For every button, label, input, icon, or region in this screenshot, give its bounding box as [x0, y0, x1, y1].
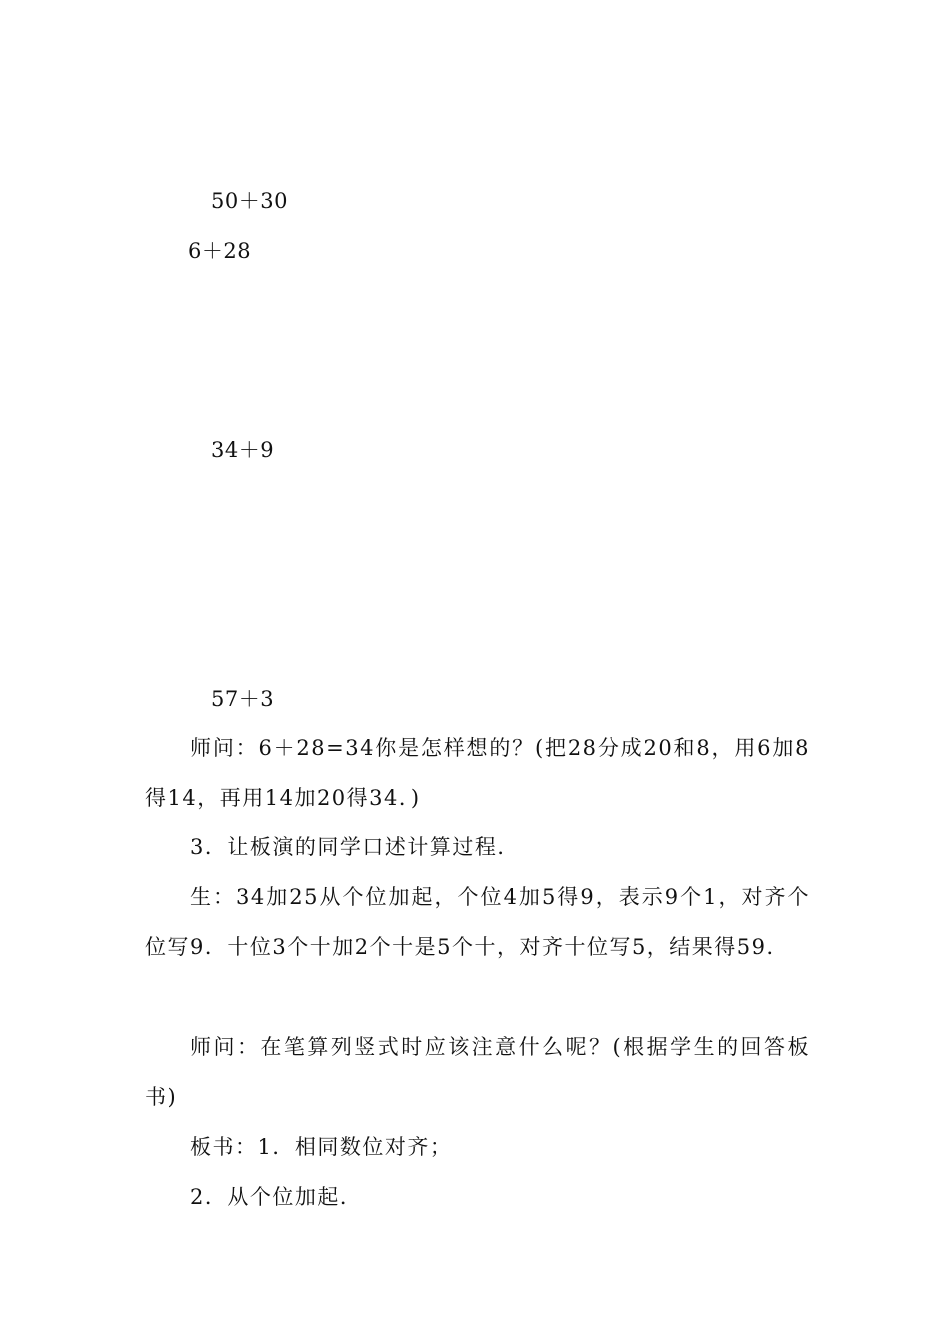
expression-50-plus-30: 50＋30 [211, 189, 288, 213]
expression-34-plus-9: 34＋9 [211, 438, 275, 462]
paragraph-student-answer: 生：34加25从个位加起，个位4加5得9，表示9个1，对齐个位写9．十位3个十加2个十是5个十，对齐十位写5，结果得59． [145, 885, 810, 959]
paragraph-teacher-question-1: 师问：6＋28=34你是怎样想的？(把28分成20和8，用6加8得14，再用14加20得34．) [145, 736, 810, 810]
expression-57-plus-3: 57＋3 [211, 687, 275, 711]
expression-6-plus-28: 6＋28 [188, 239, 252, 263]
paragraph-board-note-1: 板书：1．相同数位对齐； [190, 1135, 453, 1159]
paragraph-teacher-question-2: 师问：在笔算列竖式时应该注意什么呢？(根据学生的回答板书) [145, 1035, 810, 1109]
paragraph-board-note-2: 2．从个位加起． [190, 1185, 363, 1209]
paragraph-step-3: 3．让板演的同学口述计算过程． [190, 835, 520, 859]
